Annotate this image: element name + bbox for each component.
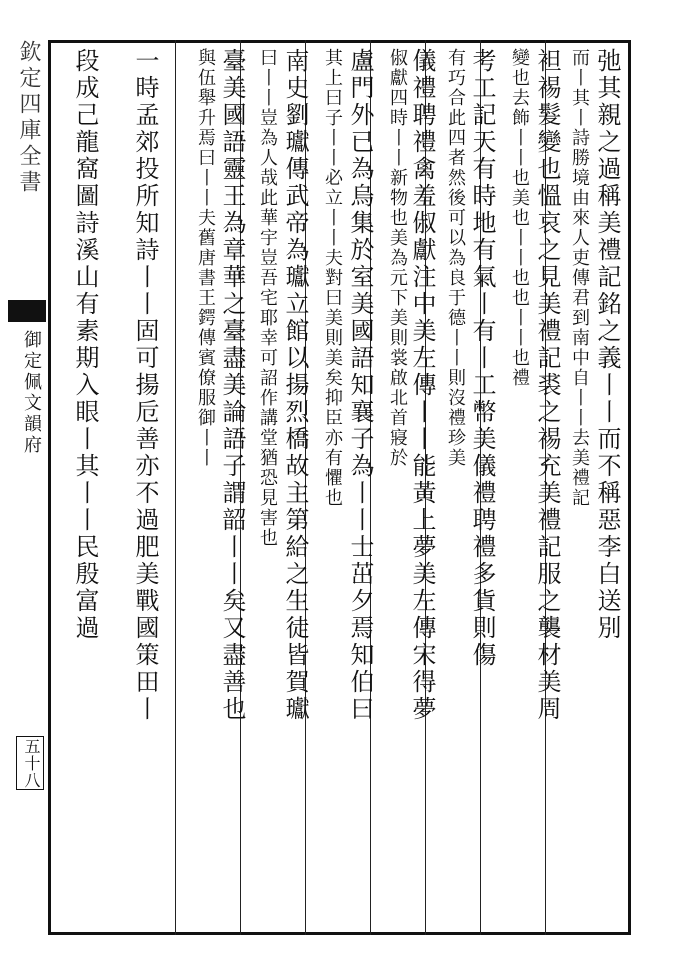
text-column-4: 變也去飾丨丨也美也丨丨也也丨丨也禮	[509, 48, 530, 388]
text-column-10: 其上曰子丨丨必立丨丨夫對曰美則美矣抑臣亦有懼也	[322, 48, 343, 508]
text-column-9: 盧門外已為烏集於室美國語知襄子為丨丨士茁夕焉知伯曰	[346, 48, 374, 723]
text-column-1: 弛其親之過稱美禮記銘之義丨丨而不稱惡李白送別	[593, 48, 621, 642]
text-column-15: 一時孟郊投所知詩丨丨固可揚卮善亦不過肥美戰國策田丨	[131, 48, 159, 723]
book-title-margin: 欽定四庫全書	[16, 40, 41, 196]
text-column-14: 與伍舉升焉曰丨丨夫舊唐書王鍔傳賓僚服御丨丨	[195, 48, 216, 468]
text-column-3: 袒裼髮變也慍哀之見美禮記裘之裼充美禮記服之襲材美周	[533, 48, 561, 723]
text-column-6: 有巧合此四者然後可以為良于德丨丨則沒禮珍美	[445, 48, 466, 468]
text-column-2: 而丨其丨詩勝境由來人吏傳君到南中自丨丨去美禮記	[569, 48, 590, 508]
text-column-5: 考工記天有時地有氣丨有丨工幣美儀禮聘禮多貨則傷	[468, 48, 496, 669]
text-column-11: 南史劉瓛傳武帝為瓛立館以揚烈橋故主第給之生徒皆賀瓛	[281, 48, 309, 723]
text-column-16: 段成己龍窩圖詩溪山有素期入眼丨其丨丨民殷富過	[71, 48, 99, 642]
page-number: 五十八	[16, 736, 44, 790]
book-subtitle-margin: 御定佩文韻府	[21, 330, 42, 456]
text-column-7: 儀禮聘禮禽羞俶獻注中美左傳丨丨能黃上夢美左傳宋得夢	[408, 48, 436, 723]
fish-tail-mark	[8, 300, 46, 322]
column-divider	[175, 40, 176, 935]
text-column-8: 俶獻四時丨丨新物也美為元下美則裳啟北首寢於	[387, 48, 408, 468]
text-column-13: 臺美國語靈王為章華之臺盡美論語子謂韶丨丨矣又盡善也	[218, 48, 246, 723]
text-column-12: 曰丨丨豈為人哉此華宇豈吾宅耶幸可詔作講堂猶恐見害也	[257, 48, 278, 548]
